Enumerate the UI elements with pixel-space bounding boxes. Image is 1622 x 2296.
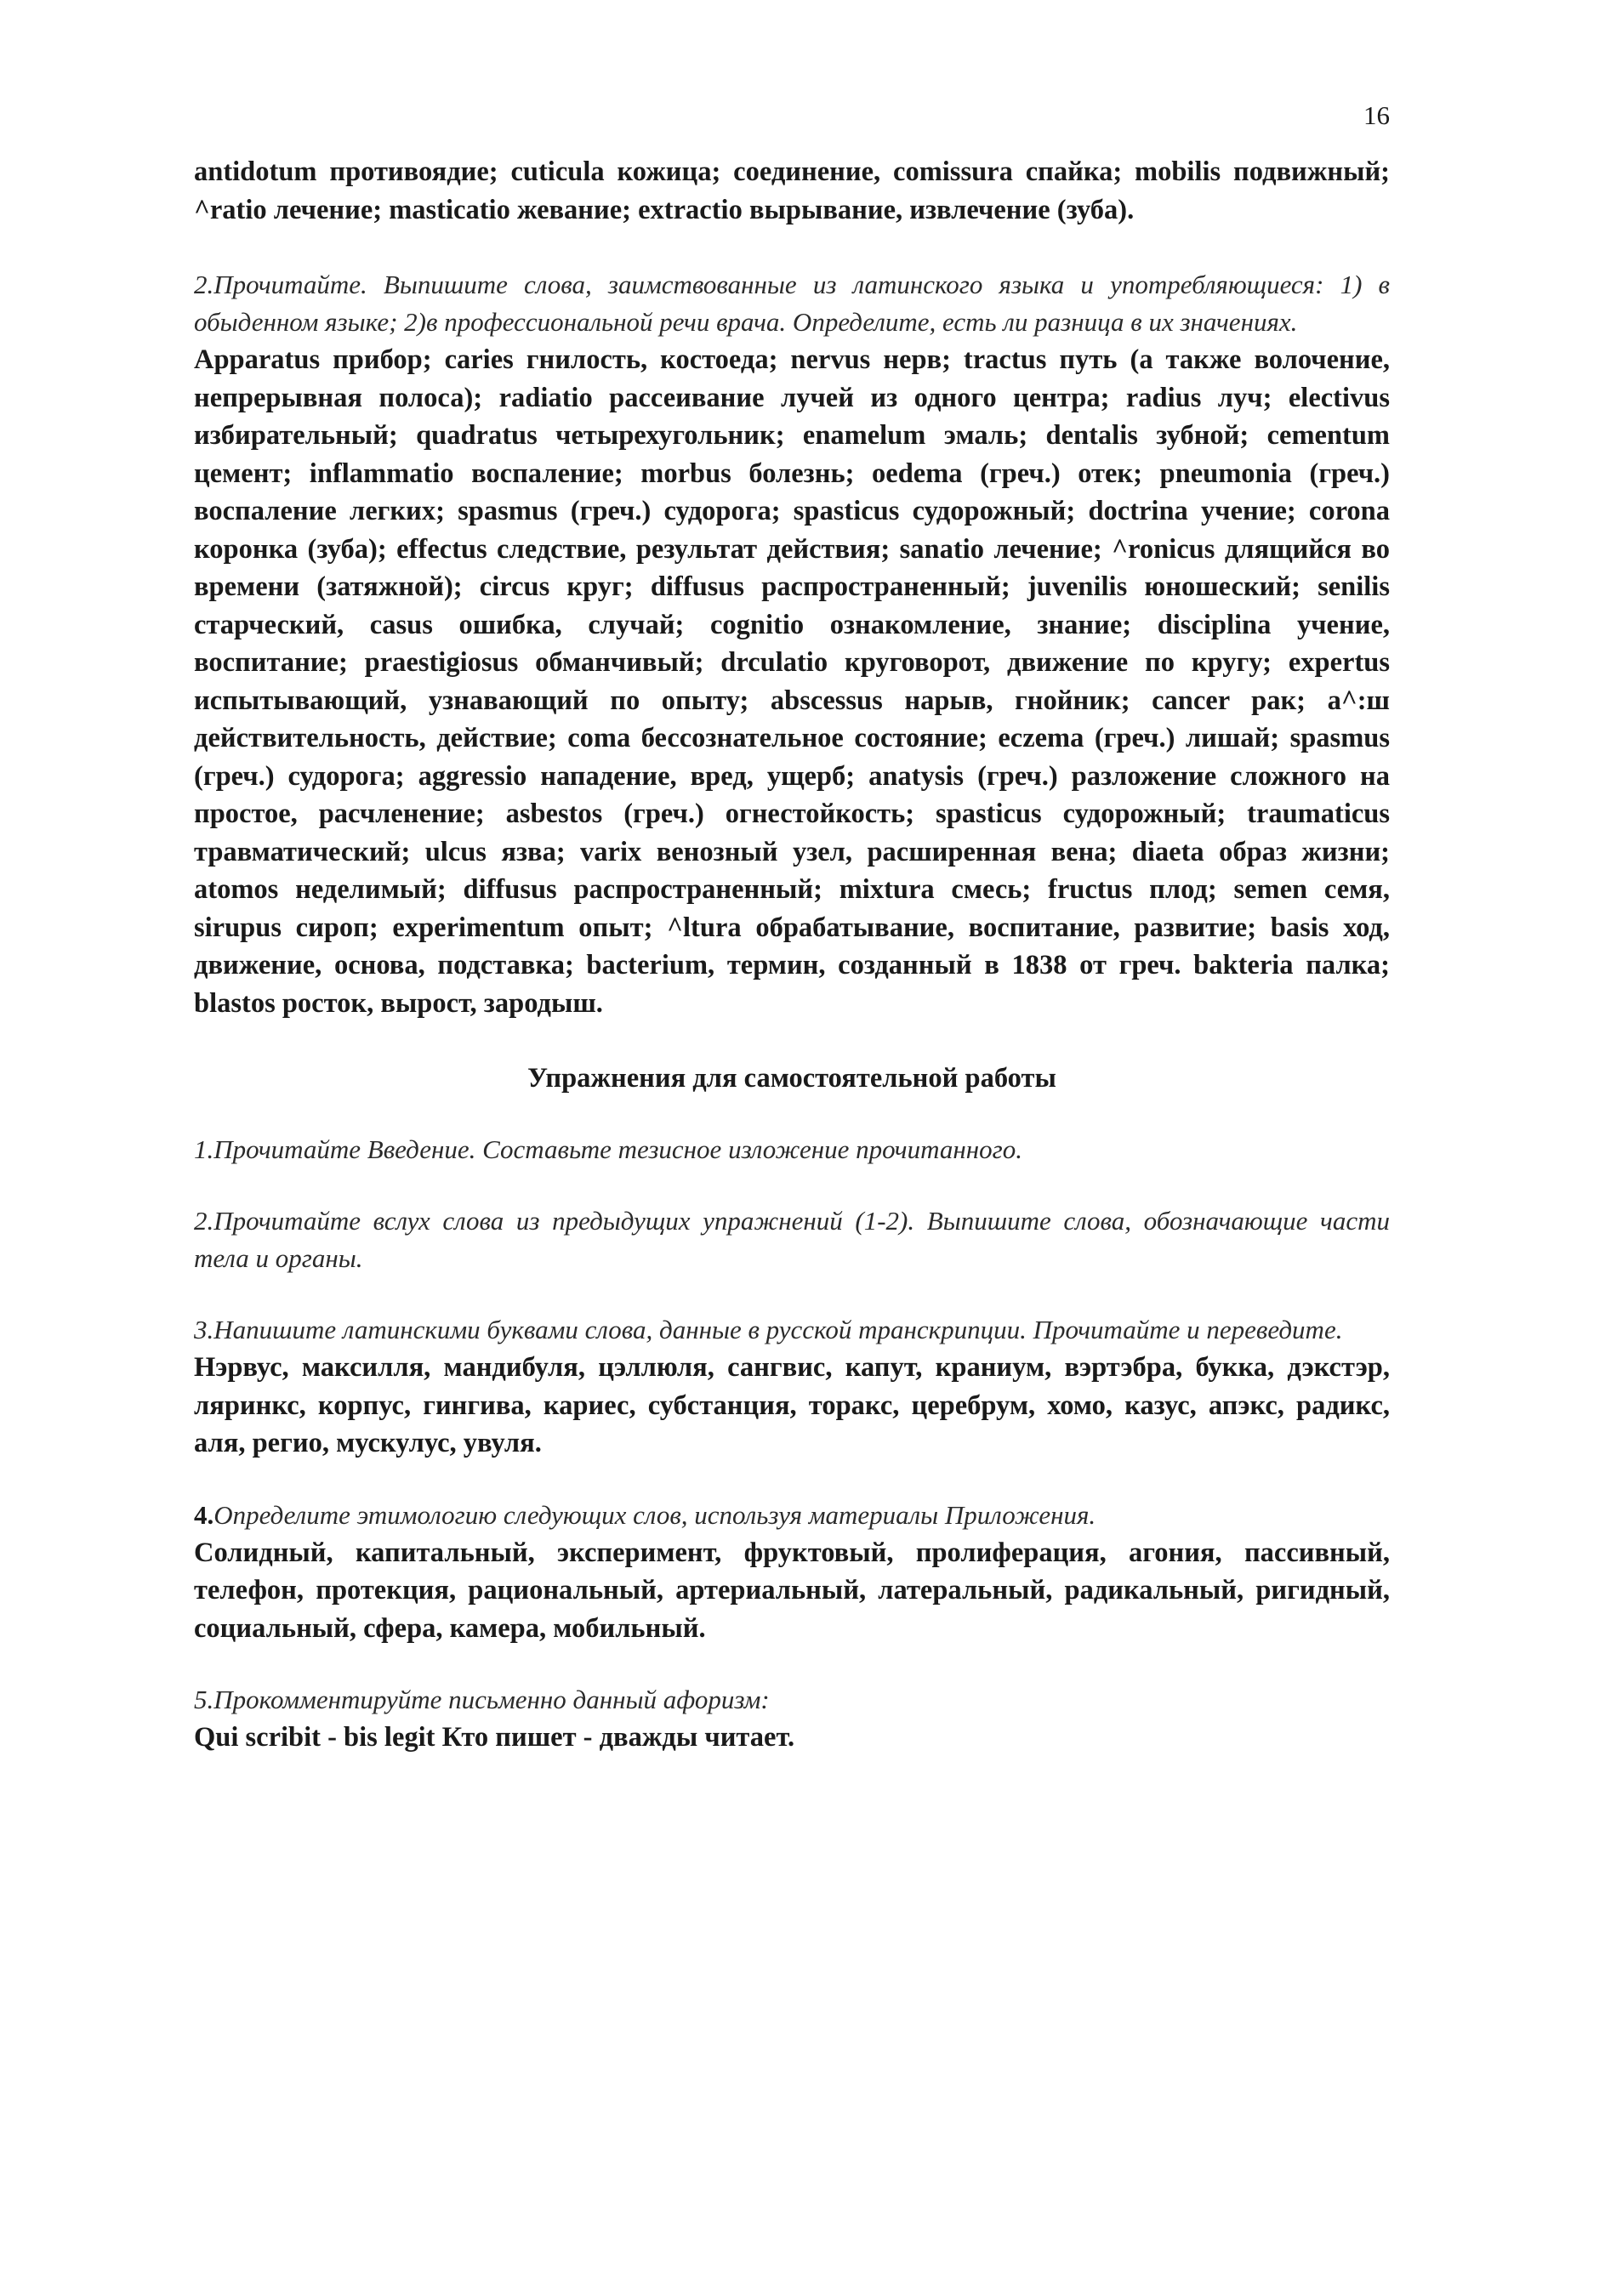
- exercise4-number: 4.: [194, 1499, 214, 1530]
- section-heading: Упражнения для самостоятельной работы: [527, 1063, 1056, 1094]
- task2-vocabulary-paragraph: Apparatus прибор; caries гнилость, костоеда; nervus нерв; tractus путь (а также волочение, непрерывная полоса); radiatio рассеивание лучей из одного центра; radius луч; electivus избирательный; quadratus четырехугольник; enamelum эмаль; dentalis зубной; cementum цемент; inflammatio воспаление; morbus болезнь; oedema (греч.) отек; pneumonia (греч.) воспаление легких; spasmus (греч.) судорога; spasticus судорожный; doctrina учение; corona коронка (зуба); effectus следствие, результат действия; sanatio лечение; ^ronicus длящийся во времени (затяжной); circus круг; diffusus распространенный; juvenilis юношеский; senilis старческий, casus ошибка, случай; cognitio ознакомление, знание; disciplina учение, воспитание; praestigiosus обманчивый; drculatio круговорот, движение по кругу; expertus испытывающий, узнавающий по опыту; abscessus нарыв, гнойник; cancer рак; a^:ш действительность, действие; coma бессознательное состояние; eczema (греч.) лишай; spasmus (греч.) судорога; aggressio нападение, вред, ущерб; anatysis (греч.) разложение сложного на простое, расчленение; asbestos (греч.) огнестойкость; spasticus судорожный; traumaticus травматический; ulcus язва; varix венозный узел, расширенная вена; diaeta образ жизни; atomos неделимый; diffusus распространенный; mixtura смесь; fructus плод; semen семя, sirupus сироп; experimentum опыт; ^ltura обрабатывание, воспитание, развитие; basis ход, движение, основа, подставка; bacterium, термин, созданный в 1838 от греч. bakteria палка; blastos росток, вырост, зародыш.: [194, 344, 1390, 1019]
- spacer: [194, 1097, 1390, 1131]
- spacer: [194, 1277, 1390, 1311]
- exercise5-aphorism: Qui scribit - bis legit Кто пишет - дважды читает.: [194, 1722, 795, 1753]
- spacer: [194, 1022, 1390, 1060]
- spacer: [194, 1463, 1390, 1497]
- exercise2-instruction: 2.Прочитайте вслух слова из предыдущих упражнений (1-2). Выпишите слова, обозначающие части тела и органы.: [194, 1206, 1390, 1273]
- task2-instruction: 2.Прочитайте. Выпишите слова, заимствованные из латинского языка и употребляющиеся: 1) в обыденном языке; 2)в профессиональной речи врача. Определите, есть ли разница в их значениях.: [194, 270, 1390, 337]
- page-content: [194, 153, 1390, 1757]
- spacer: [194, 1168, 1390, 1202]
- spacer: [194, 1647, 1390, 1681]
- exercise4-words: Солидный, капитальный, эксперимент, фруктовый, пролиферация, агония, пассивный, телефон, протекция, рациональный, артериальный, латеральный, радикальный, ригидный, социальный, сфера, камера, мобильный.: [194, 1537, 1390, 1644]
- intro-vocabulary-paragraph: antidotum противоядие; cuticula кожица; соединение, comissura спайка; mobilis подвижный; ^ratio лечение; masticatio жевание; extractio вырывание, извлечение (зуба).: [194, 156, 1390, 225]
- exercise3-instruction: 3.Напишите латинскими буквами слова, данные в русской транскрипции. Прочитайте и переведите.: [194, 1315, 1343, 1344]
- exercise3-words: Нэрвус, максилля, мандибуля, цэллюля, сангвис, капут, краниум, вэртэбра, букка, дэкстэр, ляринкс, корпус, гингива, кариес, субстанция, торакс, церебрум, хомо, казус, апэкс, радикс, аля, регио, мускулус, увуля.: [194, 1352, 1390, 1458]
- exercise4-instruction: Определите этимологию следующих слов, используя материалы Приложения.: [213, 1499, 1096, 1530]
- exercise4-instruction-line: [194, 1497, 1390, 1534]
- exercise5-instruction: 5.Прокомментируйте письменно данный афоризм:: [194, 1685, 770, 1714]
- exercise1-instruction: 1.Прочитайте Введение. Составьте тезисное изложение прочитанного.: [194, 1134, 1022, 1164]
- spacer: [194, 229, 1390, 266]
- page-number: 16: [1363, 100, 1390, 130]
